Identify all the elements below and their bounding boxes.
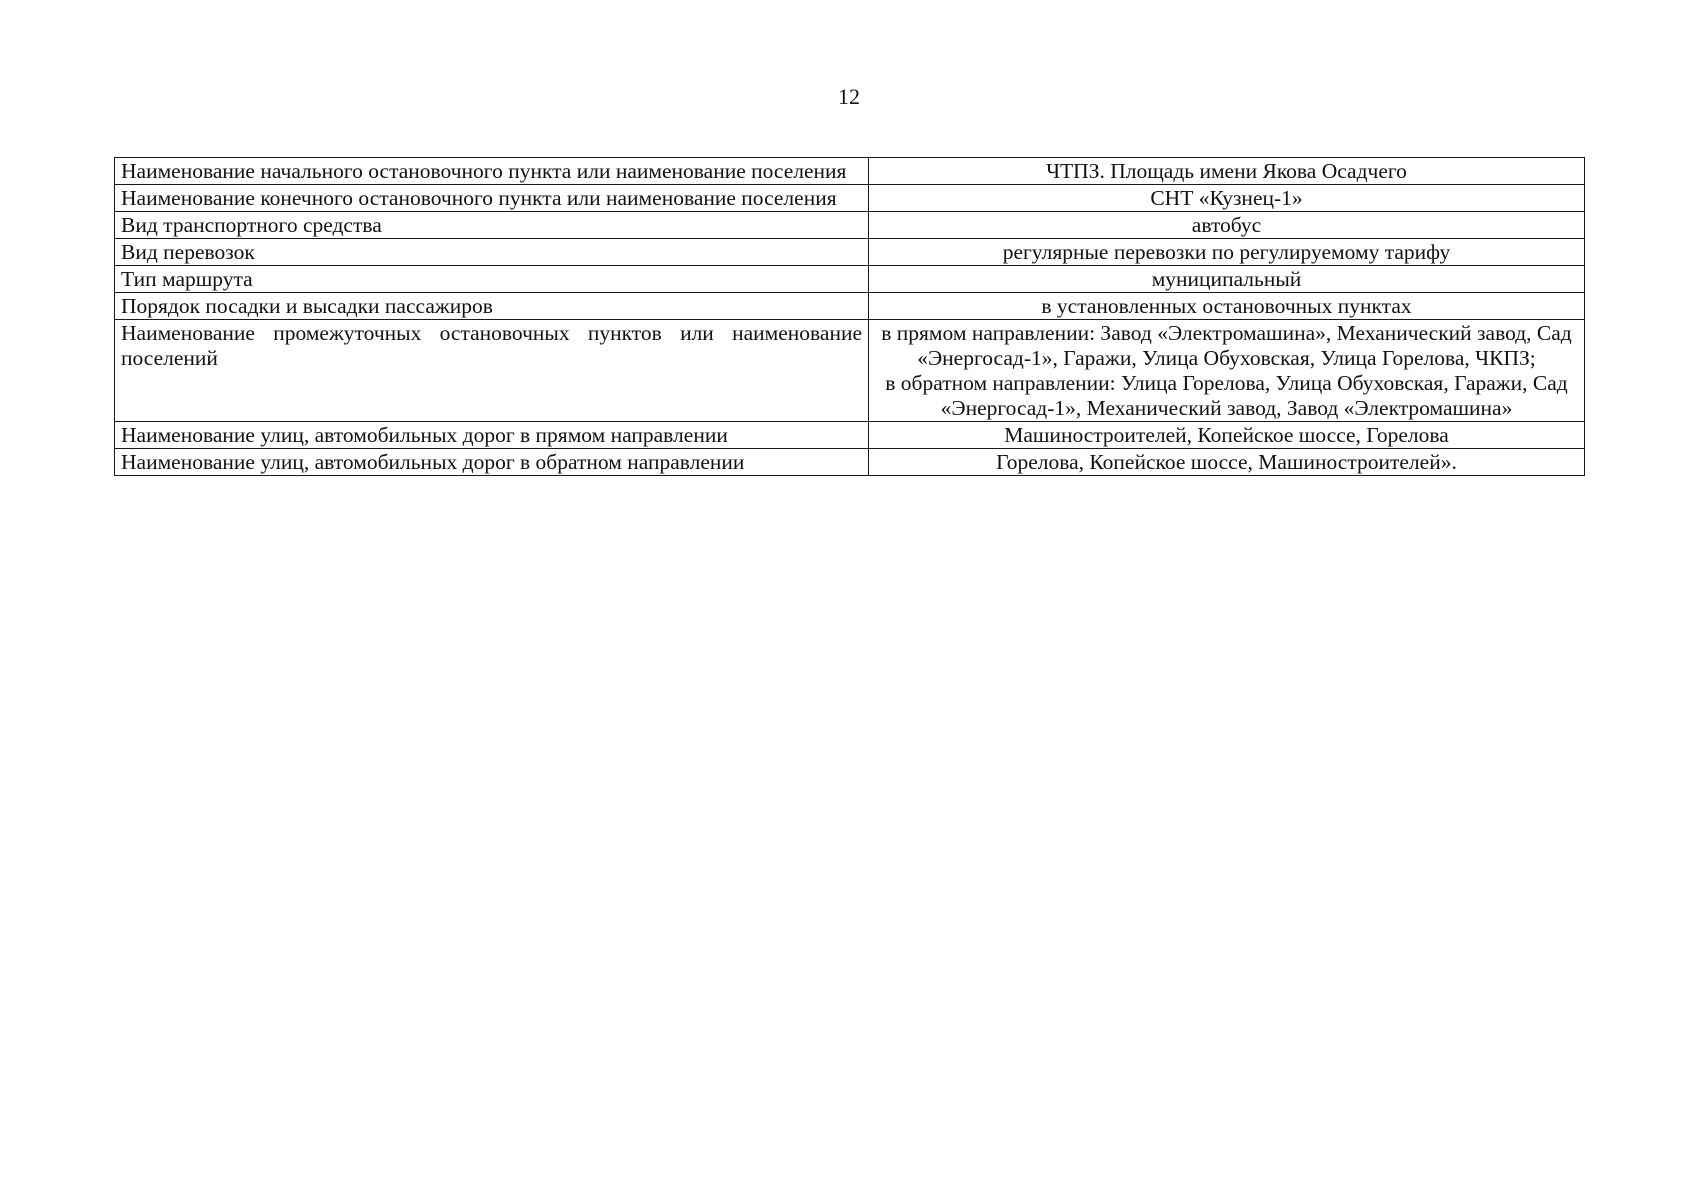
row-value-streets-backward: Горелова, Копейское шоссе, Машиностроителей». bbox=[869, 449, 1585, 476]
table-row-end-stop bbox=[115, 185, 1585, 212]
row-label-streets-backward: Наименование улиц, автомобильных дорог в обратном направлении bbox=[115, 449, 869, 476]
row-value-streets-forward: Машиностроителей, Копейское шоссе, Горелова bbox=[869, 422, 1585, 449]
row-label-transport-kind: Вид перевозок bbox=[115, 239, 869, 266]
row-value-start-stop: ЧТПЗ. Площадь имени Якова Осадчего bbox=[869, 158, 1585, 185]
page-number: 12 bbox=[838, 84, 860, 109]
row-label-start-stop: Наименование начального остановочного пункта или наименование поселения bbox=[115, 158, 869, 185]
row-label-boarding-order: Порядок посадки и высадки пассажиров bbox=[115, 293, 869, 320]
table-row-streets-forward bbox=[115, 422, 1585, 449]
row-value-intermediate-stops bbox=[869, 320, 1585, 422]
row-label-route-type: Тип маршрута bbox=[115, 266, 869, 293]
row-value-route-type: муниципальный bbox=[869, 266, 1585, 293]
table-row-streets-backward bbox=[115, 449, 1585, 476]
table-row-vehicle-type bbox=[115, 212, 1585, 239]
table-row-start-stop bbox=[115, 158, 1585, 185]
table-row-boarding-order bbox=[115, 293, 1585, 320]
intermediate-stops-backward: в обратном направлении: Улица Горелова, Улица Обуховская, Гаражи, Сад «Энергосад-1», Механический завод, Завод «Электромашина» bbox=[885, 371, 1568, 420]
intermediate-stops-forward: в прямом направлении: Завод «Электромашина», Механический завод, Сад «Энергосад-1», Гаражи, Улица Обуховская, Улица Горелова, ЧКПЗ; bbox=[881, 321, 1572, 370]
row-value-end-stop: СНТ «Кузнец-1» bbox=[869, 185, 1585, 212]
row-label-intermediate-stops: Наименование промежуточных остановочных пунктов или наименование поселений bbox=[115, 320, 869, 422]
row-label-end-stop: Наименование конечного остановочного пункта или наименование поселения bbox=[115, 185, 869, 212]
row-label-streets-forward: Наименование улиц, автомобильных дорог в прямом направлении bbox=[115, 422, 869, 449]
table-row-transport-kind bbox=[115, 239, 1585, 266]
row-value-boarding-order: в установленных остановочных пунктах bbox=[869, 293, 1585, 320]
table-row-route-type bbox=[115, 266, 1585, 293]
table-row-intermediate-stops bbox=[115, 320, 1585, 422]
row-value-transport-kind: регулярные перевозки по регулируемому тарифу bbox=[869, 239, 1585, 266]
row-label-vehicle-type: Вид транспортного средства bbox=[115, 212, 869, 239]
row-value-vehicle-type: автобус bbox=[869, 212, 1585, 239]
route-passport-table bbox=[114, 157, 1585, 476]
